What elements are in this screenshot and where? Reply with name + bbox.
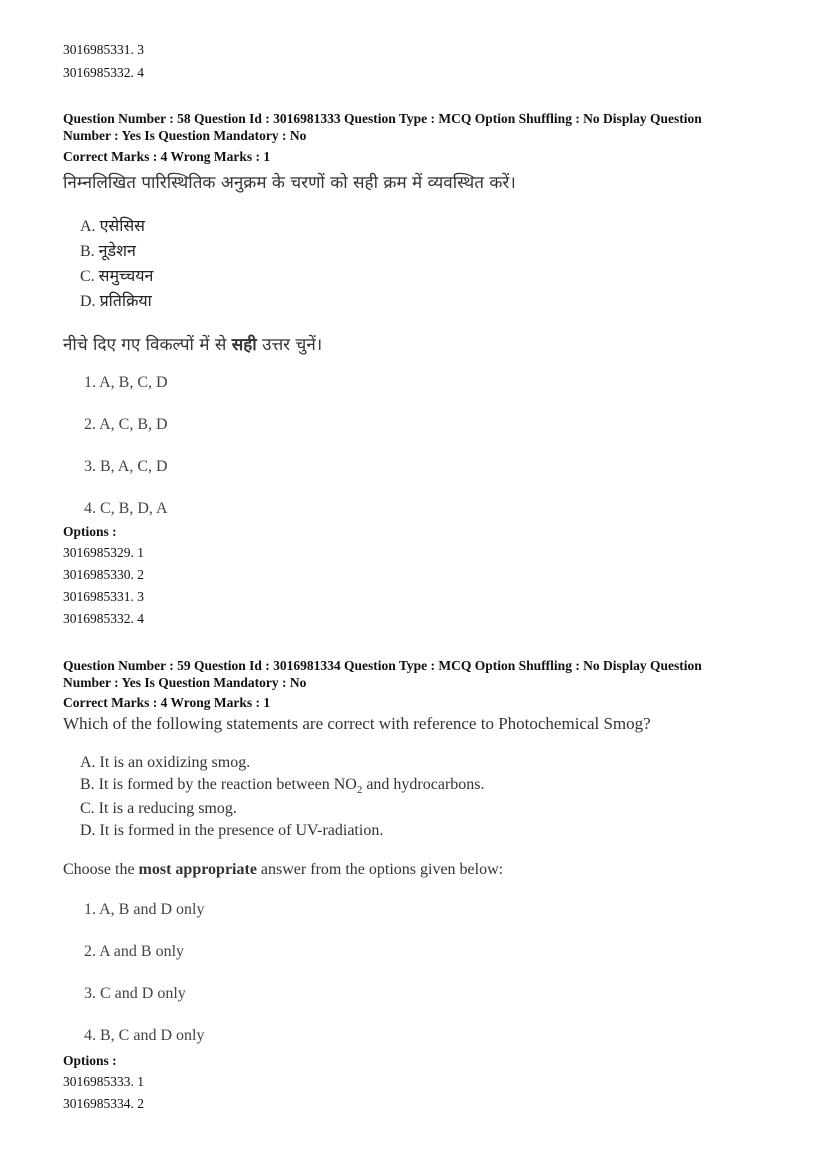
option-line: 3016985333. 1 xyxy=(63,1074,144,1089)
option-line: 3016985331. 3 xyxy=(63,589,144,604)
statement-a: A. एसेसिस xyxy=(80,216,146,235)
question-59-header: Question Number : 59 Question Id : 3016981334 Question Type : MCQ Option Shuffling : No Display Question xyxy=(63,658,702,673)
statement-d: D. प्रतिक्रिया xyxy=(80,291,152,310)
statement-c: C. समुच्चयन xyxy=(80,266,154,285)
answer-choice-1: 1. A, B, C, D xyxy=(84,374,168,391)
question-58-header: Question Number : 58 Question Id : 3016981333 Question Type : MCQ Option Shuffling : No Display Question xyxy=(63,111,702,126)
question-59-header-cont: Number : Yes Is Question Mandatory : No xyxy=(63,675,307,690)
option-line: 3016985332. 4 xyxy=(63,611,144,626)
question-59-instruction: Choose the most appropriate answer from the options given below: xyxy=(63,861,504,878)
question-59-text: Which of the following statements are correct with reference to Photochemical Smog? xyxy=(63,714,651,733)
answer-choice-4: 4. B, C and D only xyxy=(84,1027,205,1044)
answer-choice-4: 4. C, B, D, A xyxy=(84,500,168,517)
statement-b: B. नूडेशन xyxy=(80,241,136,260)
question-58-marks: Correct Marks : 4 Wrong Marks : 1 xyxy=(63,149,271,164)
statement-b: B. It is formed by the reaction between $NO_2$ and hydrocarbons. xyxy=(80,776,485,797)
question-58-header-cont: Number : Yes Is Question Mandatory : No xyxy=(63,128,307,143)
options-label: Options : xyxy=(63,1053,117,1068)
statement-d: D. It is formed in the presence of UV-radiation. xyxy=(80,822,384,839)
option-line: 3016985329. 1 xyxy=(63,545,144,560)
statement-a: A. It is an oxidizing smog. xyxy=(80,754,251,771)
answer-choice-3: 3. B, A, C, D xyxy=(84,458,168,475)
question-59-marks: Correct Marks : 4 Wrong Marks : 1 xyxy=(63,695,271,710)
question-58-instruction: नीचे दिए गए विकल्पों में से सही उत्तर चुनें। xyxy=(63,335,323,355)
answer-choice-2: 2. A and B only xyxy=(84,943,185,960)
question-58-text: निम्नलिखित पारिस्थितिक अनुक्रम के चरणों को सही क्रम में व्यवस्थित करें। xyxy=(63,173,516,193)
answer-choice-2: 2. A, C, B, D xyxy=(84,416,168,433)
answer-choice-1: 1. A, B and D only xyxy=(84,901,205,918)
options-label: Options : xyxy=(63,524,117,539)
statement-c: C. It is a reducing smog. xyxy=(80,800,237,817)
option-line: 3016985330. 2 xyxy=(63,567,144,582)
option-line: 3016985334. 2 xyxy=(63,1096,144,1111)
option-line: 3016985332. 4 xyxy=(63,65,144,80)
option-line: 3016985331. 3 xyxy=(63,42,144,57)
answer-choice-3: 3. C and D only xyxy=(84,985,186,1002)
